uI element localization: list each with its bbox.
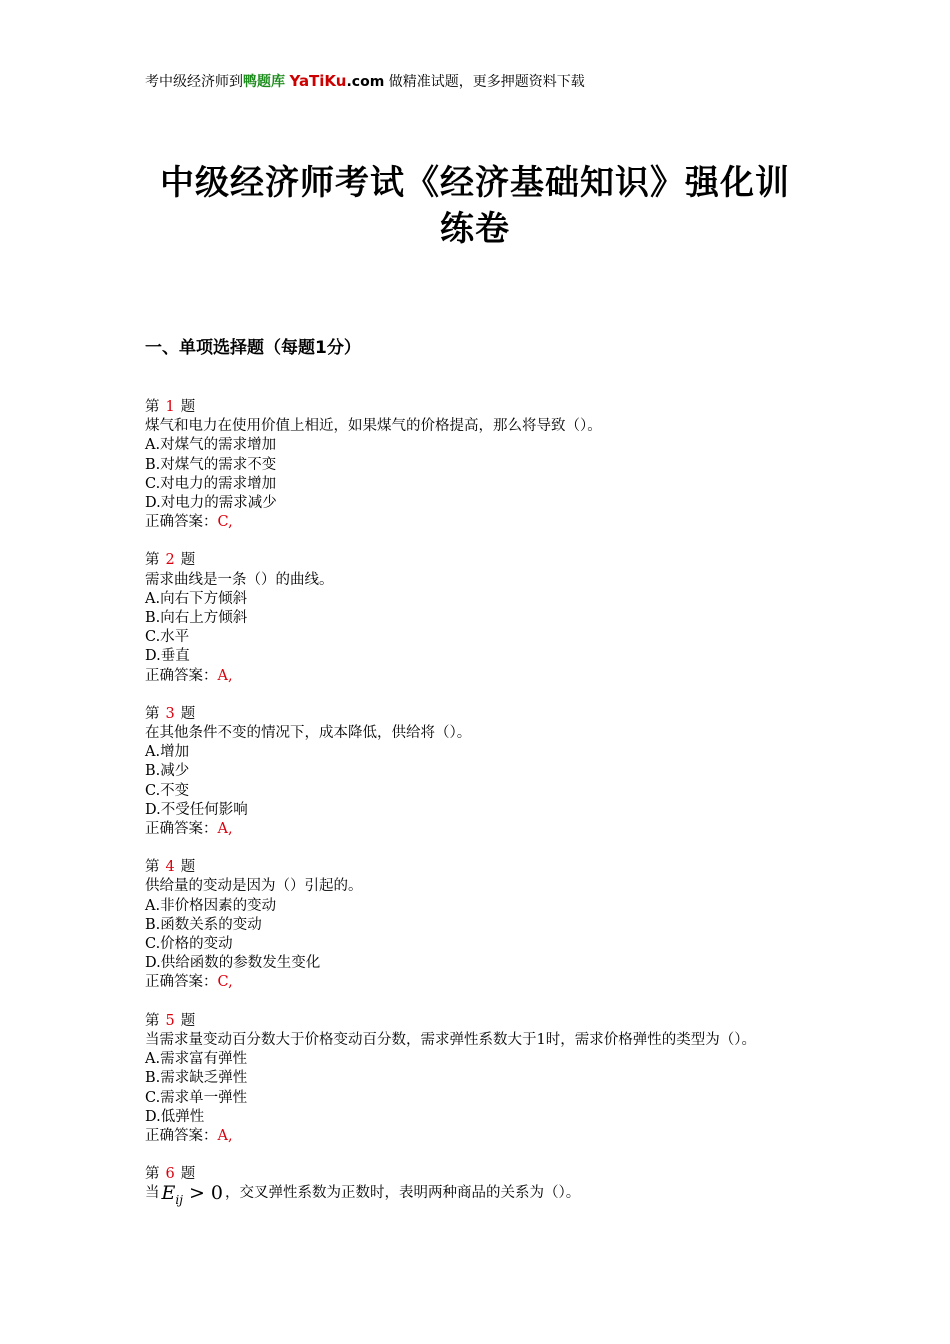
option-b: B.函数关系的变动 <box>145 916 262 933</box>
option-c: C.价格的变动 <box>145 936 233 953</box>
option-d: D.对电力的需求减少 <box>145 495 277 512</box>
question-6 <box>145 1165 810 1210</box>
header-prefix: 考中级经济师到 <box>145 74 243 90</box>
option-d: D.供给函数的参数发生变化 <box>145 955 321 972</box>
question-stem: 供给量的变动是因为（）引起的。 <box>145 878 363 895</box>
question-3 <box>145 705 810 839</box>
question-stem: 煤气和电力在使用价值上相近，如果煤气的价格提高，那么将导致（）。 <box>145 418 602 435</box>
question-number: 2 <box>165 552 175 569</box>
answer-line: 正确答案：A, <box>145 1127 233 1144</box>
option-b: B.减少 <box>145 763 190 780</box>
question-number: 5 <box>165 1012 175 1029</box>
section-heading: 一、单项选择题（每题1分） <box>145 338 361 358</box>
option-a: A.非价格因素的变动 <box>145 897 277 914</box>
question-number: 1 <box>165 399 175 415</box>
question-number: 3 <box>165 705 175 722</box>
question-stem: 在其他条件不变的情况下，成本降低，供给将（）。 <box>145 725 472 742</box>
option-b: B.对煤气的需求不变 <box>145 456 277 473</box>
correct-answer: C, <box>217 974 233 991</box>
header-brand-en[interactable]: YaTiKu <box>289 72 347 90</box>
question-5 <box>145 1012 810 1146</box>
promo-header <box>145 70 585 93</box>
question-number: 6 <box>165 1166 175 1183</box>
question-stem: 需求曲线是一条（）的曲线。 <box>145 571 334 588</box>
option-a: A.对煤气的需求增加 <box>145 437 277 454</box>
question-number-line: 第 5 题 <box>145 1012 810 1031</box>
answer-line: 正确答案：C, <box>145 974 233 991</box>
correct-answer: A, <box>217 1127 233 1144</box>
question-2 <box>145 551 810 685</box>
correct-answer: A, <box>217 667 233 684</box>
question-stem: 当 $E_{ij} > 0$ ，交叉弹性系数为正数时，表明两种商品的关系为（）。 <box>145 1184 810 1210</box>
option-c: C.不变 <box>145 782 190 799</box>
document-title: 中级经济师考试《经济基础知识》强化训练卷 <box>160 163 790 249</box>
option-d: D.低弹性 <box>145 1108 205 1125</box>
question-number-line: 第 4 题 <box>145 858 810 877</box>
correct-answer: A, <box>217 821 233 838</box>
question-number-line: 第 2 题 <box>145 551 810 570</box>
option-a: A.增加 <box>145 744 190 761</box>
option-d: D.不受任何影响 <box>145 801 248 818</box>
option-c: C.需求单一弹性 <box>145 1089 248 1106</box>
option-b: B.需求缺乏弹性 <box>145 1070 248 1087</box>
option-c: C.水平 <box>145 629 190 646</box>
question-4 <box>145 858 810 992</box>
option-d: D.垂直 <box>145 648 190 665</box>
option-b: B.向右上方倾斜 <box>145 610 248 627</box>
answer-line: 正确答案：A, <box>145 667 233 684</box>
correct-answer: C, <box>217 514 233 531</box>
answer-line: 正确答案：A, <box>145 821 233 838</box>
question-number-line: 第 3 题 <box>145 705 810 724</box>
question-list <box>145 398 810 1229</box>
option-c: C.对电力的需求增加 <box>145 475 277 492</box>
question-number: 4 <box>165 859 175 876</box>
question-number-line: 第 6 题 <box>145 1165 810 1184</box>
question-stem: 当需求量变动百分数大于价格变动百分数，需求弹性系数大于1时，需求价格弹性的类型为（）。 <box>145 1031 756 1048</box>
header-brand-cn[interactable]: 鸭题库 <box>243 74 285 90</box>
option-a: A.需求富有弹性 <box>145 1051 248 1068</box>
header-suffix: 做精准试题，更多押题资料下载 <box>388 74 585 90</box>
answer-line: 正确答案：C, <box>145 514 233 531</box>
question-number-line: 第 1 题 <box>145 398 810 417</box>
cross-elasticity-formula: $E_{ij} > 0$ <box>161 1182 223 1208</box>
question-1 <box>145 398 810 532</box>
option-a: A.向右下方倾斜 <box>145 590 248 607</box>
header-brand-domain[interactable]: .com <box>346 74 385 90</box>
